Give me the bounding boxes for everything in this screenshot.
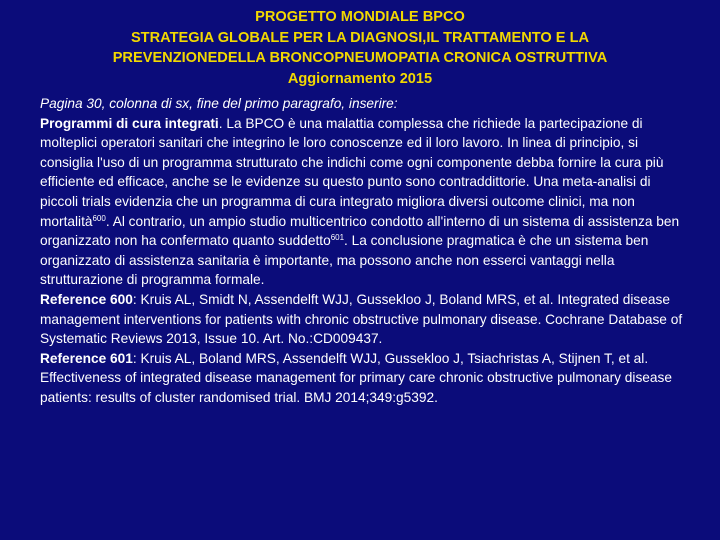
- paragraph-heading: Programmi di cura integrati: [40, 115, 219, 131]
- reference-label: Reference 601: [40, 350, 133, 366]
- reference-text: : Kruis AL, Smidt N, Assendelft WJJ, Gussekloo J, Boland MRS, et al. Integrated disease management interventions for patients with chronic obstructive pulmonary disease. Cochrane Database of Systematic Reviews 2013, Issue 10. Art. No.:CD009437.: [40, 291, 683, 347]
- main-paragraph: [40, 114, 688, 290]
- insertion-instruction: Pagina 30, colonna di sx, fine del primo paragrafo, inserire:: [40, 96, 398, 111]
- slide-title: [20, 7, 700, 89]
- reference-label: Reference 600: [40, 291, 133, 307]
- slide-body: [40, 94, 688, 408]
- title-line-3: PREVENZIONEDELLA BRONCOPNEUMOPATIA CRONICA OSTRUTTIVA: [112, 50, 608, 66]
- citation-600: 600: [92, 213, 106, 223]
- paragraph-text-b: . Al contrario, un ampio studio multicentrico condotto all'interno di un sistema di assistenza ben organizzato non ha confermato quanto suddetto: [40, 213, 680, 249]
- reference-600: [40, 290, 688, 349]
- title-line-2: STRATEGIA GLOBALE PER LA DIAGNOSI,IL TRATTAMENTO E LA: [130, 29, 590, 46]
- citation-601: 601: [330, 233, 345, 243]
- title-line-4: Aggiornamento 2015: [287, 70, 433, 87]
- paragraph-text-a: La BPCO è una malattia complessa che richiede la partecipazione di molteplici operatori sanitari che integrino le loro conoscenze ed il loro lavoro. In linea di principio, si consiglia l'uso di un programma strutturato che indichi come ogni componente debba fornire la cura più efficiente ed efficace, anche se le evidenze su questo punto sono contraddittorie. Una meta-analisi di piccoli trials evidenzia che un programma di cura integrato migliora diversi outcome clinici, ma non mortalità: [40, 115, 664, 229]
- reference-text: : Kruis AL, Boland MRS, Assendelft WJJ, Gussekloo J, Tsiachristas A, Stijnen T, et al. Effectiveness of integrated disease management for primary care chronic obstructive pulmonary disease patients: results of cluster randomised trial. BMJ 2014;349:g5392.: [40, 350, 672, 405]
- title-line-1: PROGETTO MONDIALE BPCO: [255, 9, 465, 25]
- paragraph-heading-suffix: .: [218, 115, 223, 131]
- reference-601: [40, 349, 688, 408]
- paragraph-text-c: . La conclusione pragmatica è che un sistema ben organizzato di assistenza sanitaria è importante, ma possono anche non esserci vantaggi nella strutturazione di programma formale.: [40, 233, 649, 288]
